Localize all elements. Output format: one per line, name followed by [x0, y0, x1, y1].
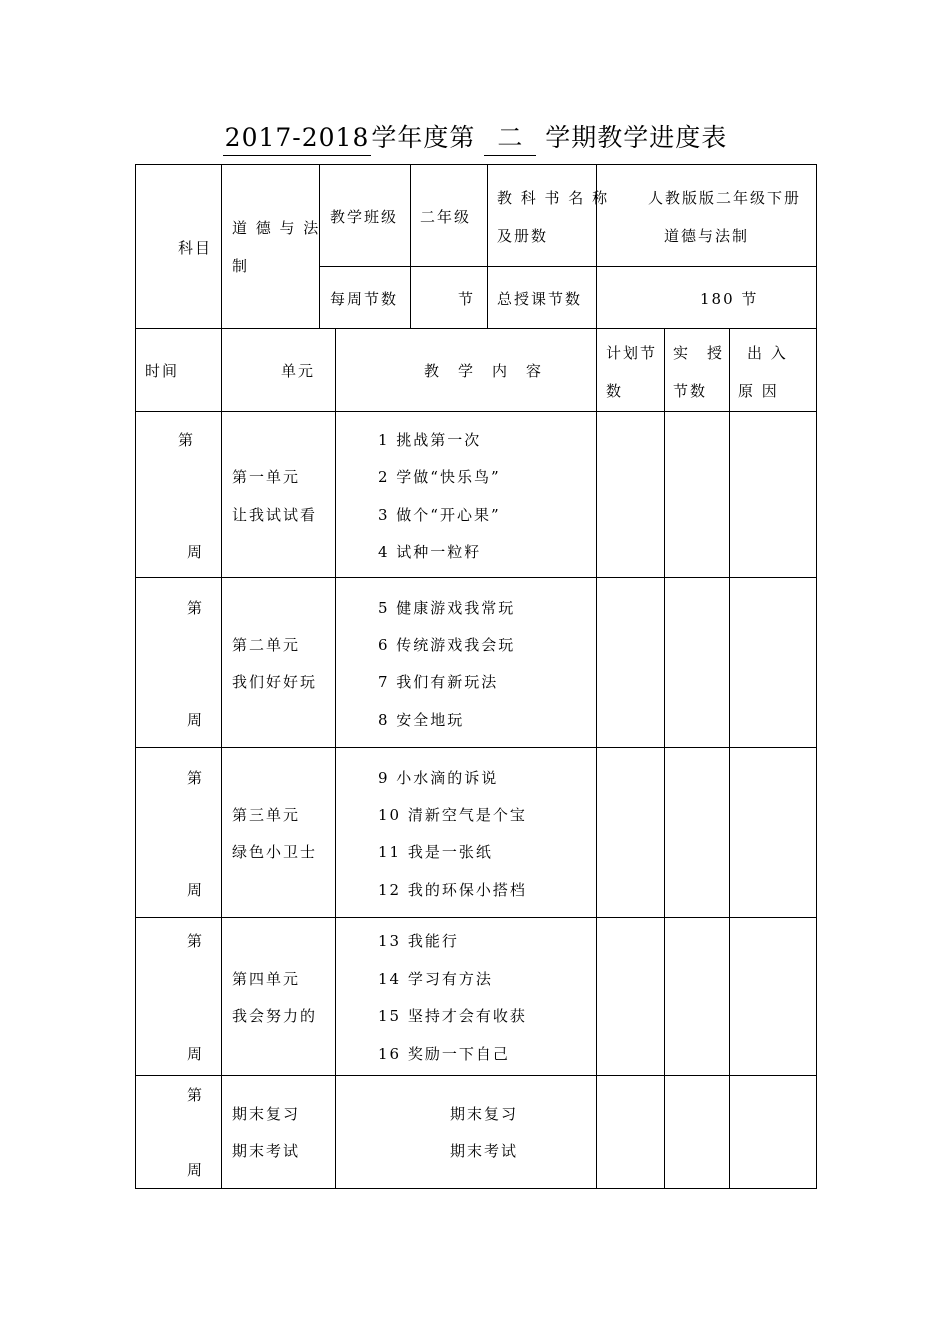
row5-unit-line2: 期末考试	[232, 1142, 301, 1160]
row5-lesson-1: 期末复习	[450, 1105, 519, 1123]
row3-lesson-1: 9 小水滴的诉说	[378, 769, 499, 787]
grid-line	[596, 328, 597, 1189]
row4-week-top: 第	[187, 932, 205, 950]
row3-lesson-3: 11 我是一张纸	[378, 843, 493, 861]
row2-unit-line1: 第二单元	[232, 636, 301, 654]
row1-lesson-1: 1 挑战第一次	[378, 431, 482, 449]
row1-week-bottom: 周	[187, 543, 205, 561]
row1-unit-line2: 让我试试看	[232, 506, 318, 524]
row3-lesson-2: 10 清新空气是个宝	[378, 806, 527, 824]
row3-unit-line2: 绿色小卫士	[232, 843, 318, 861]
header-actual-line2: 节数	[673, 382, 708, 400]
title-year-range: 2017-2018	[223, 123, 372, 156]
textbook-label-line2: 及册数	[497, 227, 549, 245]
grid-line	[487, 164, 488, 328]
grid-line	[135, 1188, 817, 1189]
row2-lesson-4: 8 安全地玩	[378, 711, 465, 729]
row5-unit-line1: 期末复习	[232, 1105, 301, 1123]
row3-unit-line1: 第三单元	[232, 806, 301, 824]
grid-line	[816, 164, 817, 1189]
grid-line	[221, 164, 222, 328]
weekly-unit: 节	[458, 290, 476, 308]
header-actual-line1: 实 授	[673, 344, 725, 362]
row2-lesson-1: 5 健康游戏我常玩	[378, 599, 516, 617]
row2-lesson-2: 6 传统游戏我会玩	[378, 636, 516, 654]
grid-line	[221, 328, 222, 1189]
header-content: 教 学 内 容	[424, 362, 544, 380]
row3-week-top: 第	[187, 769, 205, 787]
row4-week-bottom: 周	[187, 1045, 205, 1063]
grid-line	[135, 164, 136, 1189]
textbook-value-line1: 人教版版二年级下册	[648, 189, 802, 207]
row3-lesson-4: 12 我的环保小搭档	[378, 881, 527, 899]
row2-week-bottom: 周	[187, 711, 205, 729]
grid-line	[319, 266, 817, 267]
header-reason-line1: 出 入	[747, 344, 788, 362]
grid-line	[135, 917, 817, 918]
row1-lesson-3: 3 做个“开心果”	[378, 506, 501, 524]
row4-lesson-1: 13 我能行	[378, 932, 459, 950]
row1-unit-line1: 第一单元	[232, 468, 301, 486]
class-value: 二年级	[420, 208, 472, 226]
row1-lesson-4: 4 试种一粒籽	[378, 543, 482, 561]
header-reason-line2: 原 因	[738, 382, 779, 400]
grid-line	[135, 328, 817, 329]
row5-week-bottom: 周	[187, 1161, 205, 1179]
row5-lesson-2: 期末考试	[450, 1142, 519, 1160]
grid-line	[410, 164, 411, 328]
row4-unit-line1: 第四单元	[232, 970, 301, 988]
grid-line	[135, 411, 817, 412]
title-text-b: 学期教学进度表	[545, 123, 728, 152]
textbook-value-line2: 道德与法制	[664, 227, 750, 245]
row5-week-top: 第	[187, 1086, 205, 1104]
textbook-label-line1: 教 科 书 名 称	[497, 189, 610, 207]
grid-line	[135, 1075, 817, 1076]
subject-label: 科目	[178, 239, 213, 257]
weekly-label: 每周节数	[330, 290, 399, 308]
subject-value-line1: 道 德 与 法	[232, 219, 321, 237]
total-label: 总授课节数	[497, 290, 583, 308]
header-planned-line1: 计划节	[606, 344, 658, 362]
grid-line	[135, 577, 817, 578]
grid-line	[135, 747, 817, 748]
header-time: 时间	[145, 362, 180, 380]
row4-lesson-2: 14 学习有方法	[378, 970, 493, 988]
row2-week-top: 第	[187, 599, 205, 617]
page-title	[0, 118, 950, 156]
title-term: 二	[484, 123, 536, 156]
row4-unit-line2: 我会努力的	[232, 1007, 318, 1025]
row1-lesson-2: 2 学做“快乐鸟”	[378, 468, 501, 486]
header-planned-line2: 数	[606, 382, 624, 400]
class-label: 教学班级	[330, 208, 399, 226]
grid-line	[664, 328, 665, 1189]
grid-line	[135, 164, 817, 165]
subject-value-line2: 制	[232, 257, 250, 275]
row2-unit-line2: 我们好好玩	[232, 673, 318, 691]
row1-week-top: 第	[178, 431, 196, 449]
grid-line	[319, 164, 320, 328]
row4-lesson-3: 15 坚持才会有收获	[378, 1007, 527, 1025]
grid-line	[729, 328, 730, 1189]
header-unit: 单元	[281, 362, 316, 380]
grid-line	[335, 328, 336, 1189]
total-value: 180 节	[700, 290, 759, 308]
title-text-a: 学年度第	[371, 123, 476, 152]
row3-week-bottom: 周	[187, 881, 205, 899]
row4-lesson-4: 16 奖励一下自己	[378, 1045, 510, 1063]
row2-lesson-3: 7 我们有新玩法	[378, 673, 499, 691]
